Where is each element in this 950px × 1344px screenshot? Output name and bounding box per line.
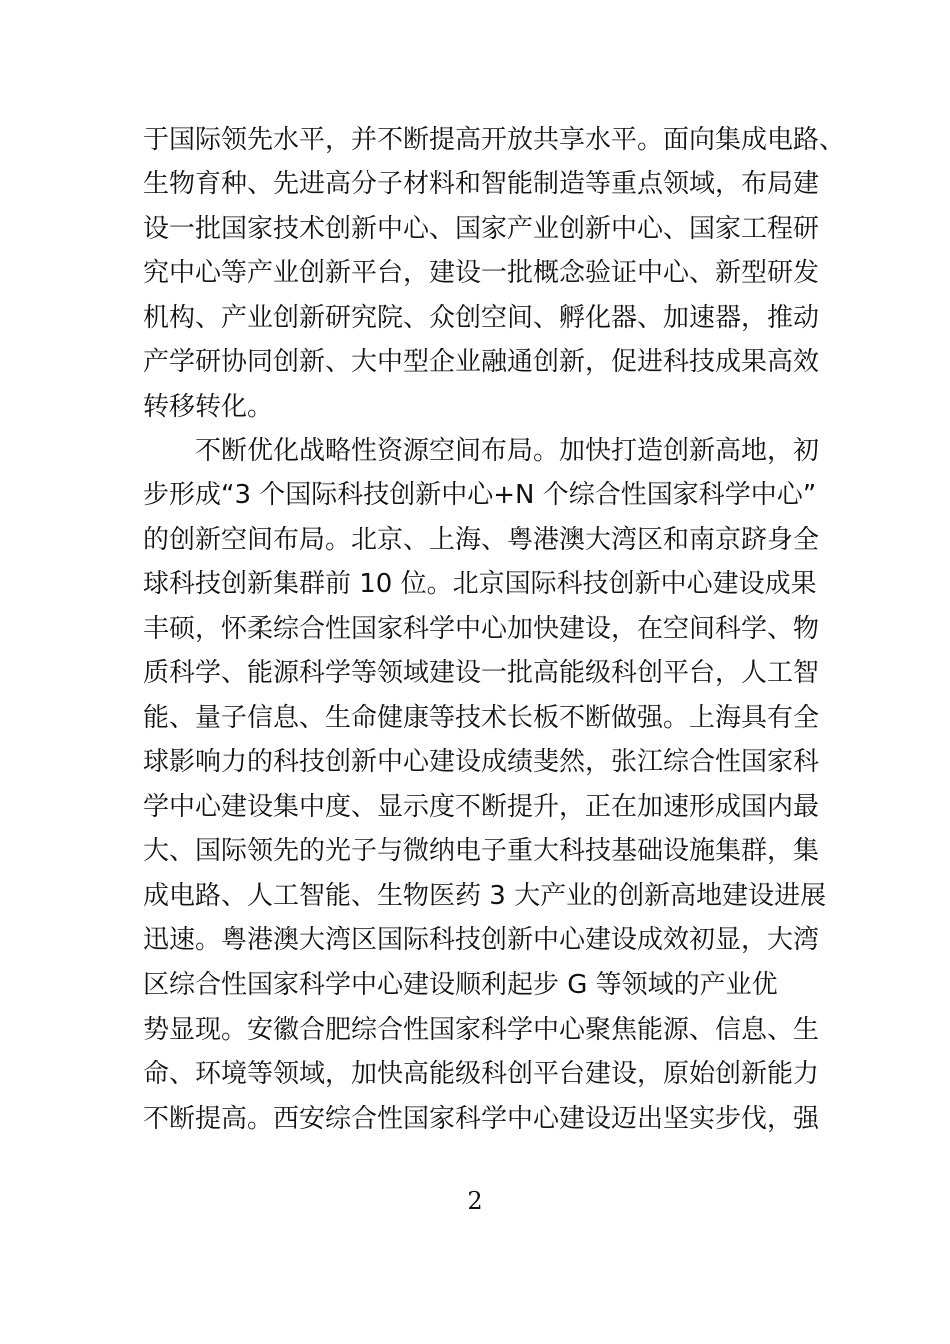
text-line-17: 大、国际领先的光子与微纳电子重大科技基础设施集群，集 — [143, 836, 820, 866]
text-line-12: 丰硕，怀柔综合性国家科学中心加快建设，在空间科学、物 — [143, 614, 820, 644]
text-line-15: 球影响力的科技创新中心建设成绩斐然，张江综合性国家科 — [143, 747, 820, 777]
text-line-21: 势显现。安徽合肥综合性国家科学中心聚焦能源、信息、生 — [143, 1015, 820, 1045]
text-line-6: 产学研协同创新、大中型企业融通创新，促进科技成果高效 — [143, 347, 820, 377]
text-line-1: 于国际领先水平，并不断提高开放共享水平。面向集成电路、 — [143, 125, 846, 155]
text-line-5: 机构、产业创新研究院、众创空间、孵化器、加速器，推动 — [143, 303, 820, 333]
text-line-23: 不断提高。西安综合性国家科学中心建设迈出坚实步伐，强 — [143, 1104, 820, 1134]
text-line-19: 迅速。粤港澳大湾区国际科技创新中心建设成效初显，大湾 — [143, 925, 820, 955]
text-line-14: 能、量子信息、生命健康等技术长板不断做强。上海具有全 — [143, 703, 820, 733]
page-number: 2 — [467, 1187, 483, 1215]
text-line-16: 学中心建设集中度、显示度不断提升，正在加速形成国内最 — [143, 792, 820, 822]
text-line-18: 成电路、人工智能、生物医药 3 大产业的创新高地建设进展 — [143, 881, 827, 911]
paragraph-first-line: 不断优化战略性资源空间布局。加快打造创新高地，初 — [195, 436, 820, 466]
text-line-9: 步形成“3 个国际科技创新中心+N 个综合性国家科学中心” — [143, 480, 817, 510]
text-line-4: 究中心等产业创新平台，建设一批概念验证中心、新型研发 — [143, 258, 820, 288]
text-line-3: 设一批国家技术创新中心、国家产业创新中心、国家工程研 — [143, 214, 820, 244]
text-line-11: 球科技创新集群前 10 位。北京国际科技创新中心建设成果 — [143, 569, 817, 599]
text-line-13: 质科学、能源科学等领域建设一批高能级科创平台，人工智 — [143, 658, 820, 688]
text-line-7: 转移转化。 — [143, 392, 274, 422]
text-line-10: 的创新空间布局。北京、上海、粤港澳大湾区和南京跻身全 — [143, 525, 820, 555]
text-line-22: 命、环境等领域，加快高能级科创平台建设，原始创新能力 — [143, 1059, 820, 1089]
text-line-20: 区综合性国家科学中心建设顺利起步 G 等领域的产业优 — [143, 970, 778, 1000]
text-line-2: 生物育种、先进高分子材料和智能制造等重点领域，布局建 — [143, 169, 820, 199]
